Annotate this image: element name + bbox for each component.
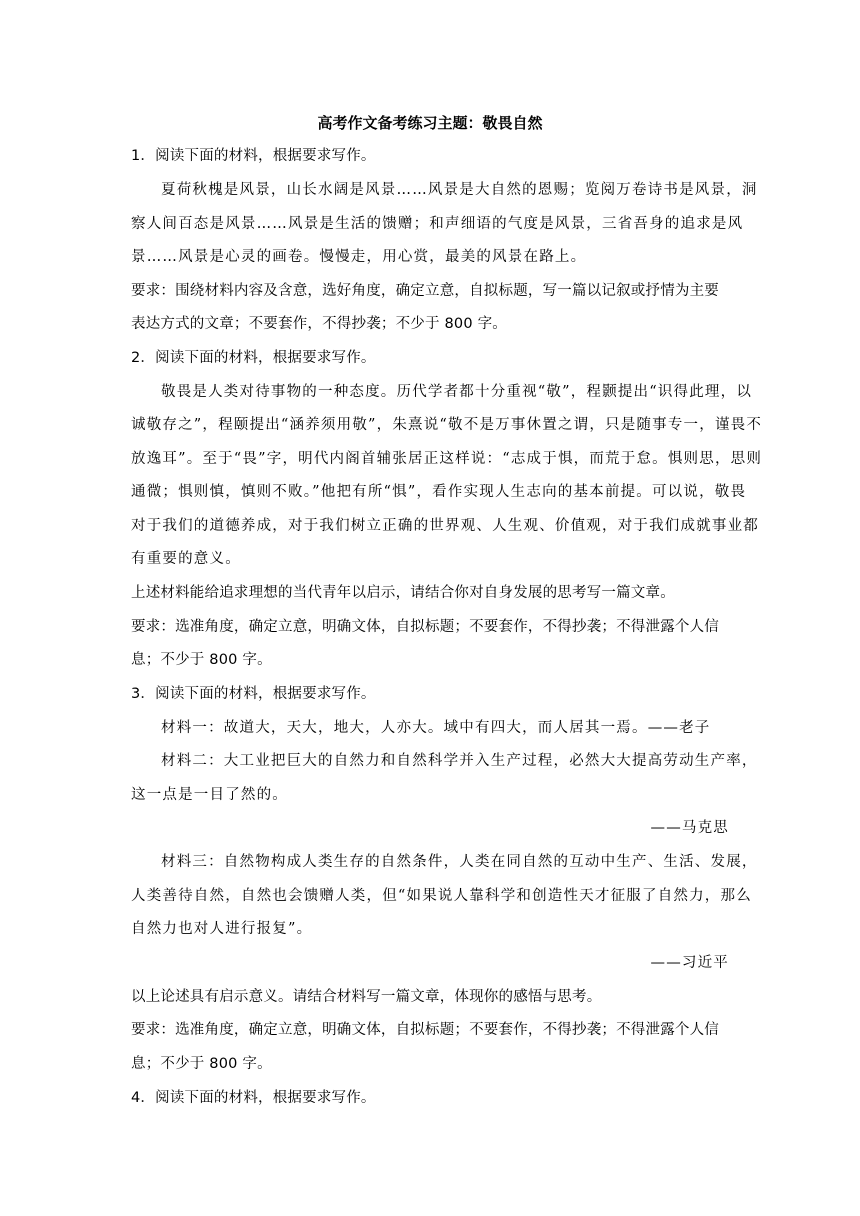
question-3-prompt: 以上论述具有启示意义。请结合材料写一篇文章，体现你的感悟与思考。 <box>131 989 602 1005</box>
question-4-heading: 4．阅读下面的材料，根据要求写作。 <box>131 1090 376 1106</box>
question-1-heading: 1．阅读下面的材料，根据要求写作。 <box>131 148 376 164</box>
question-3-material-3-line: 人类善待自然，自然也会馈赠人类，但“如果说人靠科学和创造性天才征服了自然力，那么 <box>131 888 752 904</box>
question-2-material-line: 对于我们的道德养成，对于我们树立正确的世界观、人生观、价值观，对于我们成就事业都 <box>131 518 759 534</box>
question-2-prompt: 上述材料能给追求理想的当代青年以启示，请结合你对自身发展的思考写一篇文章。 <box>131 585 675 601</box>
question-1-material-line: 夏荷秋槐是风景，山长水阔是风景……风景是大自然的恩赐；览阅万卷诗书是风景，洞 <box>161 182 758 198</box>
question-2-material-line: 诚敬存之”，程颐提出“涵养须用敬”，朱熹说“敬不是万事休置之谓，只是随事专一，谨畏不 <box>131 417 763 433</box>
question-2-material-line: 有重要的意义。 <box>131 551 241 567</box>
question-3-material-2-source: ——马克思 <box>650 820 729 836</box>
question-2-requirement-line: 息；不少于 800 字。 <box>131 652 272 668</box>
question-3-heading: 3．阅读下面的材料，根据要求写作。 <box>131 686 376 702</box>
question-2-material-line: 敬畏是人类对待事物的一种态度。历代学者都十分重视“敬”，程颢提出“识得此理，以 <box>161 384 753 400</box>
question-2-material-line: 放逸耳”。至于“畏”字，明代内阁首辅张居正这样说：“志成于惧，而荒于怠。惧则思，思则 <box>131 451 763 467</box>
question-1-requirement-line: 要求：围绕材料内容及含意，选好角度，确定立意，自拟标题，写一篇以记叙或抒情为主要 <box>131 283 719 299</box>
question-3-requirement-line: 要求：选准角度，确定立意，明确文体，自拟标题；不要套作，不得抄袭；不得泄露个人信 <box>131 1022 719 1038</box>
question-1-material-line: 察人间百态是风景……风景是生活的馈赠；和声细语的气度是风景，三省吾身的追求是风 <box>131 216 744 232</box>
document-title: 高考作文备考练习主题：敬畏自然 <box>317 114 543 132</box>
question-3-material-3-source: ——习近平 <box>650 955 729 971</box>
question-2-requirement-line: 要求：选准角度，确定立意，明确文体，自拟标题；不要套作，不得抄袭；不得泄露个人信 <box>131 619 719 635</box>
question-3-material-3-line: 自然力也对人进行报复”。 <box>131 921 313 937</box>
question-2-heading: 2．阅读下面的材料，根据要求写作。 <box>131 350 376 366</box>
question-3-material-1: 材料一：故道大，天大，地大，人亦大。域中有四大，而人居其一焉。——老子 <box>161 720 711 736</box>
question-1-requirement-line: 表达方式的文章；不要套作，不得抄袭；不少于 800 字。 <box>131 316 507 332</box>
question-3-material-2-line: 材料二：大工业把巨大的自然力和自然科学并入生产过程，必然大大提高劳动生产率， <box>161 753 758 769</box>
question-1-material-line: 景……风景是心灵的画卷。慢慢走，用心赏，最美的风景在路上。 <box>131 249 587 265</box>
question-3-material-2-line: 这一点是一目了然的。 <box>131 787 288 803</box>
question-3-material-3-line: 材料三：自然物构成人类生存的自然条件，人类在同自然的互动中生产、生活、发展， <box>161 854 758 870</box>
question-3-requirement-line: 息；不少于 800 字。 <box>131 1056 272 1072</box>
question-2-material-line: 通微；惧则慎，慎则不败。”他把有所“惧”，看作实现人生志向的基本前提。可以说，敬畏 <box>131 484 747 500</box>
